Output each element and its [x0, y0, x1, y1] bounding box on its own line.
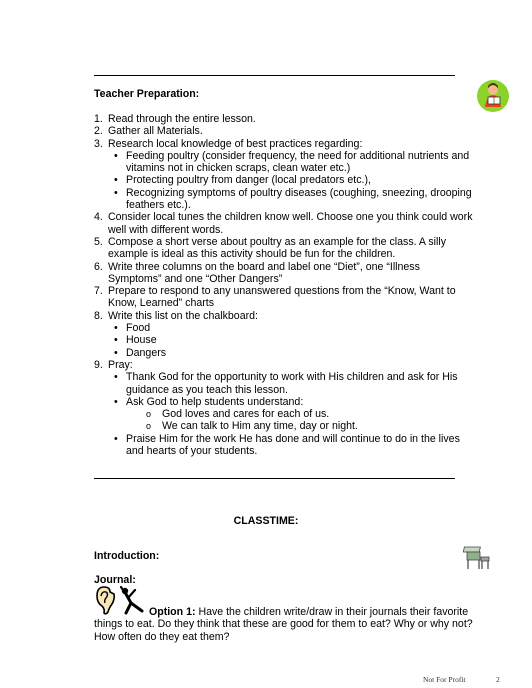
option1-label: Option 1:	[149, 606, 196, 618]
list-item: 2. Gather all Materials.	[94, 125, 203, 138]
sub-bullet-item: o We can talk to Him any time, day or night.	[146, 420, 358, 433]
page-number: 2	[496, 675, 500, 684]
top-rule	[94, 75, 455, 76]
bullet-item: • Ask God to help students understand: o God loves and cares for each of us. o We can talk to Him any time, day or night.	[108, 396, 474, 433]
footer-text: Not For Profit	[423, 675, 466, 684]
option1-text: Have the children write/draw in their journals their favorite things to eat. Do they think that these are good for them to eat? Why or why not? How often do they eat them?	[94, 606, 473, 643]
list-item: 6. Write three columns on the board and label one “Diet”, one “Illness Symptoms” and one “Other Dangers”	[94, 260, 420, 285]
list-item: 1. Read through the entire lesson.	[94, 113, 256, 125]
journal-heading: Journal:	[94, 574, 136, 586]
bullet-item: • Recognizing symptoms of poultry diseases (coughing, sneezing, drooping feathers etc.).	[114, 186, 472, 212]
introduction-heading: Introduction:	[94, 550, 160, 562]
bullet-item: • Thank God for the opportunity to work with His children and ask for His guidance as you teach this lesson.	[114, 371, 458, 396]
list-item: 3. Research local knowledge of best practices regarding: • Feeding poultry (consider frequency, the need for additional nutrients and vitamins not in chicken scraps, clean water etc.) • Protecting poultry from danger (local predators etc.), • Recognizing symptoms of poultry diseases (coughing, sneezing, drooping feathers etc.).	[94, 138, 474, 212]
bullet-item: • Food	[114, 322, 151, 335]
teacher-reading-icon	[476, 79, 510, 113]
list-item: 5. Compose a short verse about poultry as an example for the class. A silly example is ideal as this activity should be fun for the children.	[94, 235, 446, 261]
teacher-prep-list	[94, 113, 474, 457]
list-item: 9. Pray: • Thank God for the opportunity to work with His children and ask for His guidance as you teach this lesson. • Ask God to help students understand: o God loves and cares for each of us. o We can talk to Him any time, day or night. • Praise Him for the work He has done and will continue to do in the lives and hearts of your students.	[94, 359, 474, 457]
bullet-item: • Feeding poultry (consider frequency, the need for additional nutrients and vitamins not in chicken scraps, clean water etc.)	[114, 149, 470, 175]
bullet-item: • Praise Him for the work He has done and will continue to do in the lives and hearts of your students.	[114, 432, 460, 458]
list-item: 4. Consider local tunes the children know well. Choose one you think could work well with different words.	[94, 211, 473, 236]
teacher-prep-heading: Teacher Preparation:	[94, 88, 200, 100]
classroom-desk-icon	[462, 544, 492, 572]
middle-rule	[94, 478, 455, 479]
list-item: 8. Write this list on the chalkboard: • Food • House • Dangers	[94, 310, 474, 359]
sub-bullet-item: o God loves and cares for each of us.	[146, 408, 330, 421]
option1-paragraph	[94, 606, 474, 643]
bullet-item: • Dangers	[114, 346, 167, 359]
bullet-item: • Protecting poultry from danger (local predators etc.),	[114, 174, 371, 187]
bullet-item: • House	[114, 334, 157, 347]
list-item: 7. Prepare to respond to any unanswered questions from the “Know, Want to Know, Learned” charts	[94, 285, 456, 310]
classtime-heading: CLASSTIME:	[233, 515, 299, 527]
